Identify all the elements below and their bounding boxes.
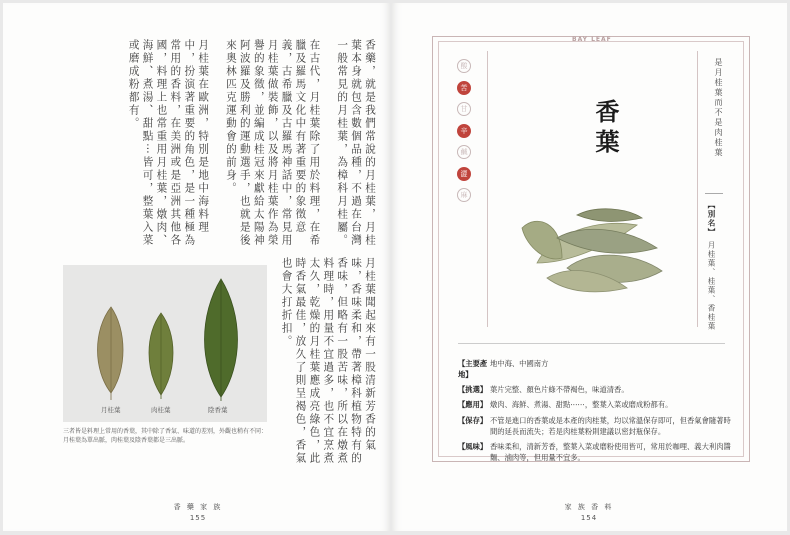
leaf-label-yinxiang: 陰香葉	[208, 406, 228, 414]
info-row	[458, 399, 734, 410]
info-row	[458, 415, 734, 438]
body-text-bottom	[265, 257, 376, 465]
alias-block	[705, 201, 717, 331]
page-number: 155	[189, 514, 207, 522]
right-footer	[564, 502, 614, 522]
info-row	[458, 441, 734, 464]
taste-circle-active: 澀	[457, 167, 471, 181]
photo-caption: 三者皆是料理上常用的香葉，其中除了香氣、味道的差別，外觀也稍有不同：月桂葉為單出脈，肉桂葉及陰香葉都是三出脈。	[63, 428, 268, 444]
info-value: 香味柔和，清新芳香，整葉入菜或磨粉使用皆可，常用於咖哩、義大利肉醬麵、滷肉等，但用量不宜多。	[490, 441, 731, 463]
leaf-label-bay: 月桂葉	[101, 406, 121, 414]
taste-circle-active: 辛	[457, 124, 471, 138]
info-key: 【應用】	[458, 400, 488, 410]
bay-leaf-photo	[517, 203, 667, 298]
taste-circle-active: 苦	[457, 81, 471, 95]
leaf-comparison-photo	[63, 265, 267, 422]
alias-text: 月桂葉、桂葉、香桂葉	[707, 240, 716, 331]
info-value: 燉肉、海鮮、煮湯、甜點⋯⋯，整葉入菜或磨成粉都有。	[490, 400, 673, 410]
paragraph: 月桂葉在歐洲，特別是地中海料理中，扮演著重要的角色，是一種極為常用的香料，在美洲或是亞洲其他各國，料理上也常重用月桂葉，燉肉、海鮮、煮湯、甜點⋯皆可，整葉入菜或磨成粉都有。	[127, 39, 210, 247]
tagline: 是月桂葉而不是肉桂葉	[714, 58, 723, 158]
info-value: 地中海、中國南方	[490, 359, 549, 368]
paragraph: 香藥，就是我們常說的月桂葉，月桂葉本身就包含數個品種，不過在台灣一般常見的月桂葉，為樟科月桂屬。	[336, 39, 376, 247]
info-key: 【風味】	[458, 441, 488, 451]
info-key: 【挑選】	[458, 385, 488, 395]
divider	[487, 51, 488, 327]
body-text-top	[112, 39, 376, 247]
english-name-label: BAY LEAF	[572, 36, 612, 43]
section-name: 家 族 香 料	[564, 503, 614, 511]
left-page	[3, 3, 390, 531]
taste-circle: 甘	[457, 102, 471, 116]
divider	[458, 343, 725, 344]
divider	[697, 51, 698, 327]
info-key: 【主要產地】	[458, 359, 488, 380]
paragraph: 月桂葉聞起來有一股清新芳香的氣味，香味柔和，帶著樟科植物特有的香味，但略有一股苦味，所以在燉煮料理時，用量不宜過多，也不宜烹煮太久，乾燥的月桂葉應成亮綠色，此時香氣最佳，放久了則呈褐色，香氣也會大打折扣。	[280, 257, 376, 465]
taste-circle: 酸	[457, 59, 471, 73]
info-row	[458, 384, 734, 395]
alias-tag: 【別名】	[707, 201, 716, 237]
info-value: 葉片完整、顏色片綠不帶褐色，味道清香。	[490, 385, 629, 395]
info-row	[458, 358, 734, 381]
left-footer	[173, 502, 223, 522]
taste-circle: 鹹	[457, 145, 471, 159]
leaf-label-cinnamon: 肉桂葉	[151, 406, 171, 414]
section-name: 香 藥 家 族	[173, 503, 223, 511]
paragraph: 在古代，月桂葉除了用於料理，在希臘及羅馬文化中有著重要的象徵意義，古希臘及古羅馬神話中，常見用月桂葉做裝飾，以及將月桂葉作為榮譽的象徵，並編成桂冠來獻給太陽神阿波羅及勝利的運動選手，也就是後來奧林匹克運動會的前身。	[224, 39, 321, 247]
info-value: 不管是進口的香葉或是本產的肉桂葉，均以常溫保存即可，但香氣會隨著時間的延長而流失；若是肉桂葉粉則建議以密封瓶保存。	[490, 415, 731, 436]
taste-circle: 麻	[457, 188, 471, 202]
right-page	[392, 3, 787, 531]
page-number: 154	[580, 514, 598, 522]
info-key: 【保存】	[458, 415, 488, 425]
divider	[705, 193, 723, 194]
taste-indicator-list	[457, 59, 473, 210]
herb-title: 香葉	[591, 99, 620, 159]
info-table	[458, 358, 734, 467]
